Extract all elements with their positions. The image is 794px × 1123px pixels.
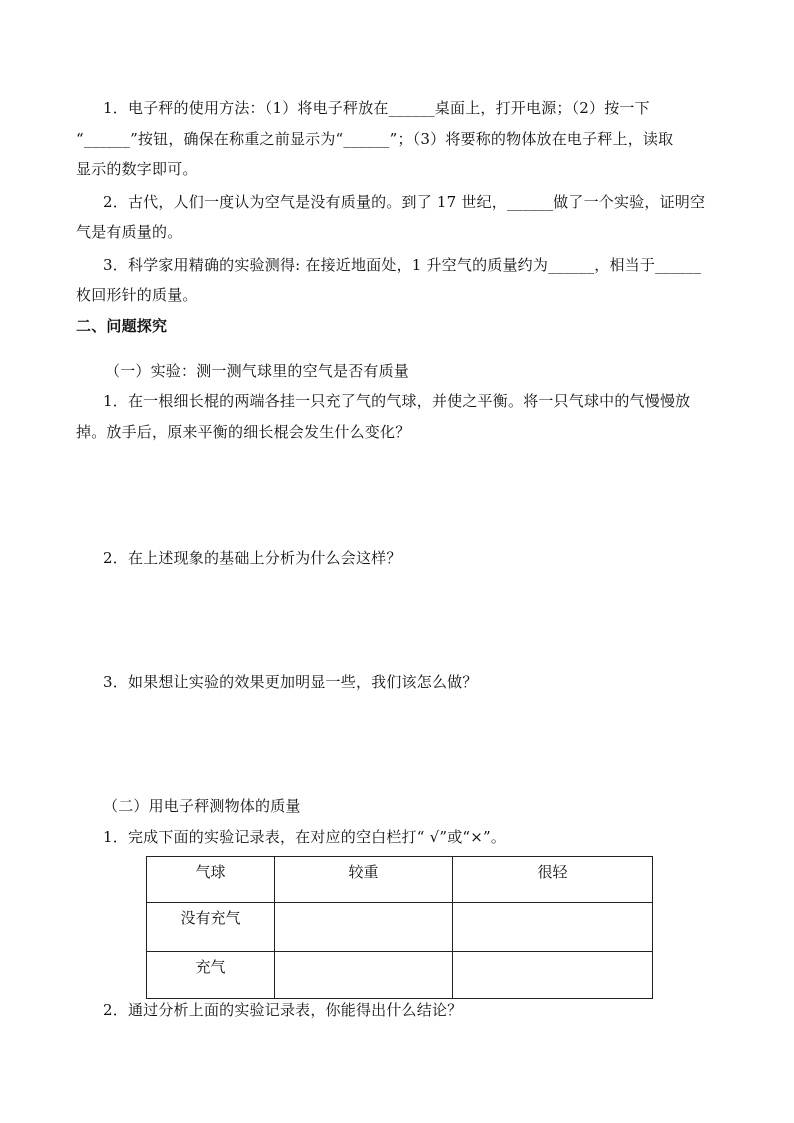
part-2-question-2: 2．通过分析上面的实验记录表，你能得出什么结论？ bbox=[103, 1001, 463, 1019]
table-header-cell: 气球 bbox=[147, 857, 275, 903]
question-2-line-1: 2．古代，人们一度认为空气是没有质量的。到了 17 世纪，______做了一个实验，证明空 bbox=[103, 193, 706, 211]
question-3-line-1: 3．科学家用精确的实验测得: 在接近地面处，1 升空气的质量约为______，相当于______ bbox=[103, 256, 702, 274]
part-1-question-2: 2．在上述现象的基础上分析为什么会这样？ bbox=[103, 549, 402, 567]
table-row bbox=[147, 903, 653, 952]
answer-cell[interactable] bbox=[275, 952, 453, 999]
question-1-line-1: 1．电子秤的使用方法：（1）将电子秤放在______桌面上，打开电源；（2）按一下 bbox=[103, 99, 650, 117]
answer-cell[interactable] bbox=[453, 903, 653, 952]
part-1-title: （一）实验：测一测气球里的空气是否有质量 bbox=[105, 362, 410, 380]
question-2-line-2: 气是有质量的。 bbox=[76, 223, 183, 241]
section-heading: 二、问题探究 bbox=[76, 317, 168, 335]
part-1-question-1-line-1: 1．在一根细长棍的两端各挂一只充了气的气球，并使之平衡。将一只气球中的气慢慢放 bbox=[103, 392, 691, 410]
part-2-question-1: 1．完成下面的实验记录表，在对应的空白栏打“ √”或“×”。 bbox=[103, 828, 507, 846]
table-header-cell: 很轻 bbox=[453, 857, 653, 903]
question-1-line-2: “______”按钮，确保在称重之前显示为“______”；（3）将要称的物体放在电子秤上，读取 bbox=[76, 130, 674, 148]
question-1-line-3: 显示的数字即可。 bbox=[76, 160, 198, 178]
question-3-line-2: 枚回形针的质量。 bbox=[76, 286, 198, 304]
table-row bbox=[147, 952, 653, 999]
part-2-title: （二）用电子秤测物体的质量 bbox=[103, 797, 301, 815]
table-row-label: 充气 bbox=[147, 952, 275, 999]
part-1-question-3: 3．如果想让实验的效果更加明显一些，我们该怎么做？ bbox=[103, 673, 478, 691]
answer-cell[interactable] bbox=[275, 903, 453, 952]
table-header-cell: 较重 bbox=[275, 857, 453, 903]
experiment-record-table bbox=[146, 856, 653, 999]
table-header-row bbox=[147, 857, 653, 903]
answer-cell[interactable] bbox=[453, 952, 653, 999]
table-row-label: 没有充气 bbox=[147, 903, 275, 952]
part-1-question-1-line-2: 掉。放手后，原来平衡的细长棍会发生什么变化？ bbox=[76, 423, 411, 441]
